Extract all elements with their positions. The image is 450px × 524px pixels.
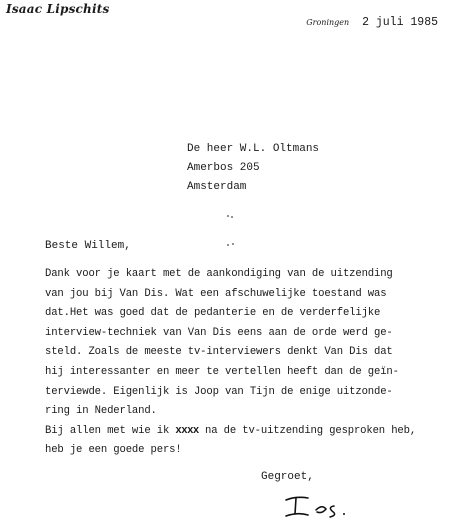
- salutation: Beste Willem,: [45, 240, 131, 252]
- body-line-9: Bij allen met wie ik xxxx na de tv-uitzending gesproken heb,: [45, 424, 417, 437]
- addressee-line-1: De heer W.L. Oltmans: [187, 143, 320, 155]
- letterhead-name: Isaac Lipschits: [6, 2, 110, 16]
- body-line-10: heb je een goede pers!: [45, 444, 182, 457]
- body-line-2: van jou bij Van Dis. Wat een afschuwelijke toestand was: [45, 287, 387, 300]
- struck-word: xxxx: [175, 424, 199, 437]
- dateline-date: 2 juli 1985: [362, 16, 438, 29]
- body-line-5: steld. Zoals de meeste tv-interviewers denkt Van Dis dat: [45, 346, 393, 359]
- body-line-6: hij interessanter en meer te vertellen heeft dan de geïn-: [45, 365, 399, 378]
- dateline-place: Groningen: [306, 18, 350, 27]
- body-line-7: terviewde. Eigenlijk is Joop van Tijn de enige uitzonde-: [45, 385, 393, 398]
- handwritten-signature: [282, 492, 372, 522]
- body-line-4: interview-techniek van Van Dis eens aan de orde werd ge-: [45, 326, 393, 339]
- letter-body: [45, 265, 450, 461]
- addressee-line-2: Amerbos 205: [187, 162, 260, 174]
- body-line-1: Dank voor je kaart met de aankondiging van de uitzending: [45, 268, 393, 280]
- addressee-line-3: Amsterdam: [187, 181, 247, 193]
- closing: Gegroet,: [261, 471, 314, 483]
- body-line-3: dat.Het was goed dat de pedanterie en de verderfelijke: [45, 307, 381, 320]
- body-line-8: ring in Nederland.: [45, 405, 157, 418]
